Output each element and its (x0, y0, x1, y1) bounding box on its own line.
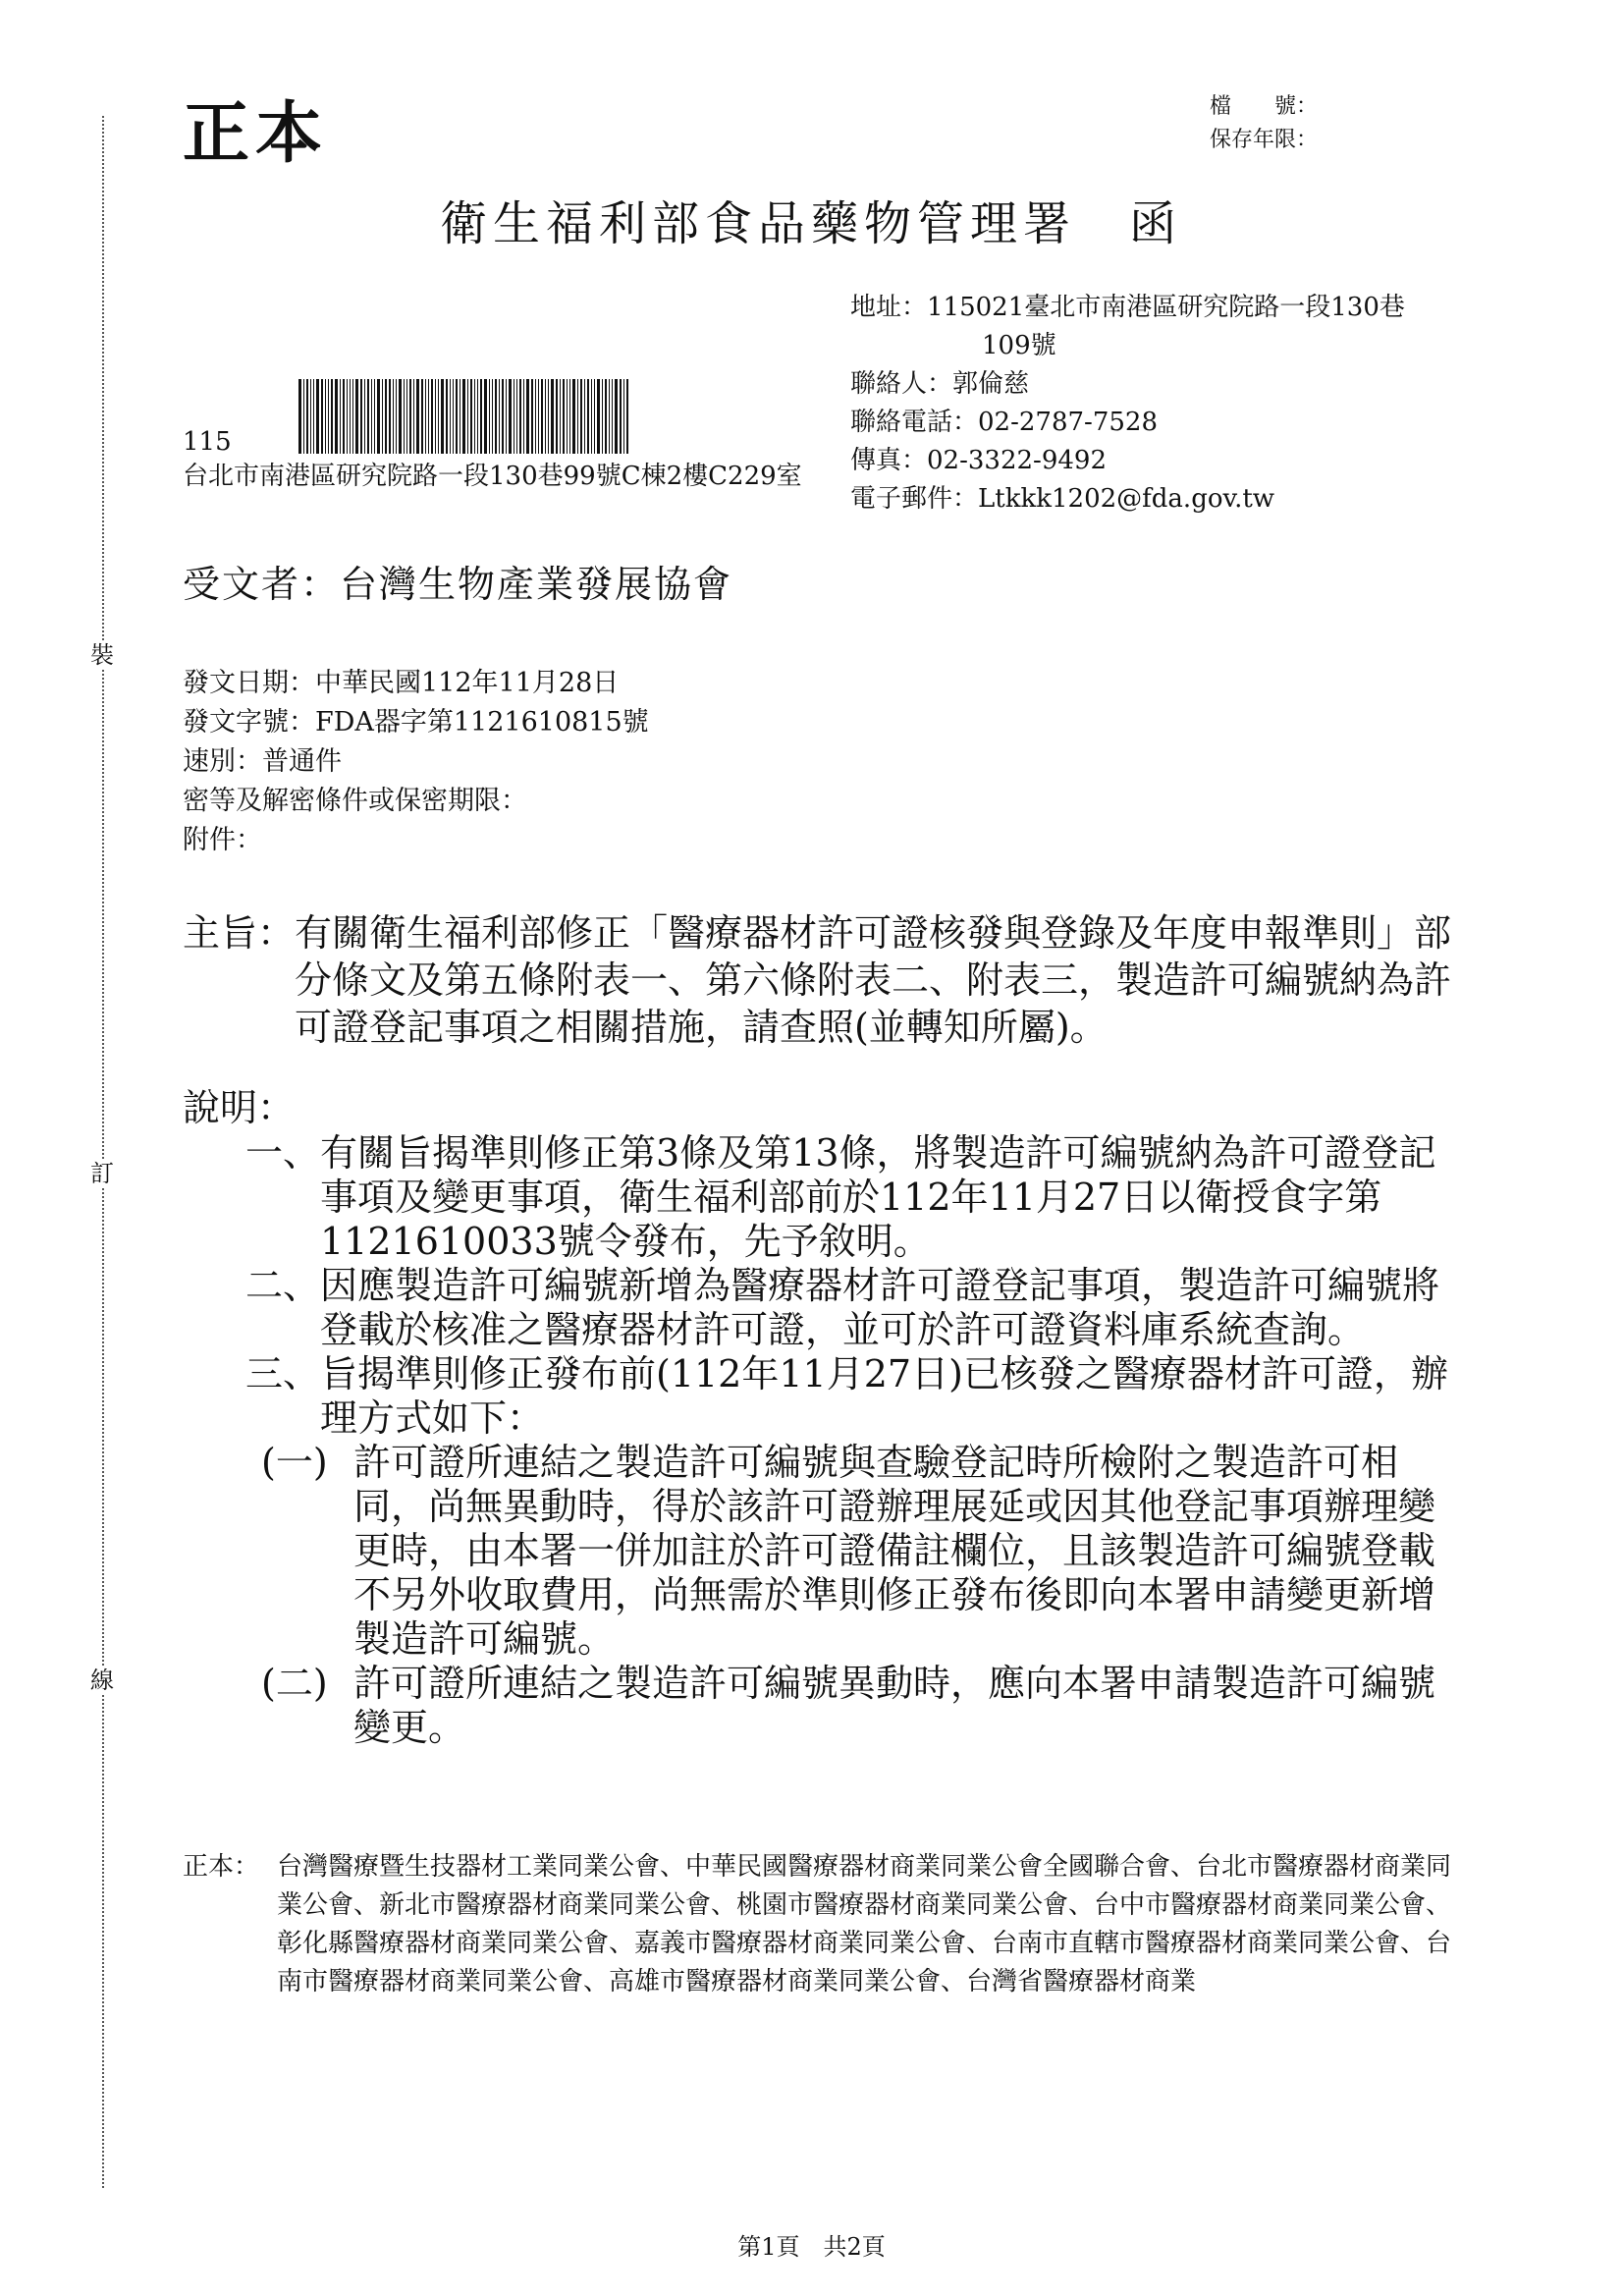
barcode-bar (470, 379, 472, 454)
barcode-bar (413, 379, 414, 454)
barcode-bar (623, 379, 624, 454)
barcode-bar (396, 379, 397, 454)
carbon-copy-section (183, 1848, 1459, 2001)
barcode-bar (480, 379, 482, 454)
mail-barcode (298, 379, 676, 454)
phone-row (850, 404, 1479, 442)
sender-info (850, 289, 1479, 519)
barcode-bar (385, 379, 387, 454)
subject-section (183, 909, 1459, 1051)
barcode-bar (615, 379, 618, 454)
barcode-bar (577, 379, 578, 454)
barcode-bar (377, 379, 380, 454)
barcode-bar (492, 379, 493, 454)
delivery-speed-label: 速別： (183, 746, 262, 777)
barcode-bar (526, 379, 529, 454)
barcode-bar (626, 379, 628, 454)
page-number-footer: 第1頁 共2頁 (737, 2233, 886, 2261)
barcode-bar (456, 379, 458, 454)
barcode-bar (597, 379, 600, 454)
barcode-bar (467, 379, 468, 454)
barcode-bar (551, 379, 554, 454)
barcode-bar (538, 379, 539, 454)
barcode-bar (584, 379, 585, 454)
barcode-bar (519, 379, 521, 454)
barcode-bar (602, 379, 603, 454)
binding-mark-line: 線 (90, 1667, 114, 1694)
barcode-bar (321, 379, 323, 454)
barcode-bar (441, 379, 444, 454)
item-number: 二、 (244, 1264, 320, 1307)
barcode-bar (560, 379, 561, 454)
barcode-bar (612, 379, 613, 454)
barcode-bar (541, 379, 543, 454)
barcode-bar (594, 379, 595, 454)
barcode-bar (506, 379, 507, 454)
barcode-bar (393, 379, 394, 454)
barcode-bar (355, 379, 358, 454)
barcode-bar (516, 379, 517, 454)
barcode-bar (569, 379, 570, 454)
barcode-bar (298, 379, 301, 454)
barcode-bar (406, 379, 407, 454)
attachment-row (183, 821, 649, 860)
barcode-bar (331, 379, 333, 454)
barcode-bar (306, 379, 308, 454)
barcode-bar (499, 379, 500, 454)
address-continuation: 109號 (982, 331, 1056, 360)
barcode-bar (548, 379, 549, 454)
cc-recipients: 台灣醫療暨生技器材工業同業公會、中華民國醫療器材商業同業公會全國聯合會、台北市醫療器材商業同業公會、新北市醫療器材商業同業公會、桃園市醫療器材商業同業公會、台中市醫療器材商業同業公會、彰化縣醫療器材商業同業公會、嘉義市醫療器材商業同業公會、台南市直轄市醫療器材商業同業公會、台南市醫療器材商業同業公會、高雄市醫療器材商業同業公會、台灣省醫療器材商業 (277, 1852, 1452, 1996)
barcode-bar (489, 379, 490, 454)
address-label: 地址： (850, 293, 928, 322)
delivery-speed: 普通件 (262, 746, 342, 777)
sub-item-number: (一) (261, 1441, 328, 1484)
barcode-bar (389, 379, 391, 454)
delivery-speed-row (183, 742, 649, 782)
email-label: 電子郵件： (850, 484, 979, 514)
binding-mark-bind: 裝 (90, 641, 114, 669)
barcode-bar (340, 379, 341, 454)
phone-label: 聯絡電話： (850, 408, 979, 437)
issue-date: 中華民國112年11月28日 (315, 668, 620, 698)
file-number-label: 檔 號： (1210, 94, 1319, 119)
barcode-bar (484, 379, 487, 454)
barcode-bar (502, 379, 504, 454)
recipient-name: 台灣生物產業發展協會 (340, 563, 733, 606)
barcode-bar (316, 379, 319, 454)
explanation-item (183, 1131, 1459, 1264)
recipient-line (183, 560, 732, 609)
secrecy-row (183, 782, 649, 821)
barcode-bar (325, 379, 326, 454)
barcode-bar (523, 379, 524, 454)
barcode-bar (347, 379, 348, 454)
binding-mark-staple: 訂 (90, 1160, 114, 1187)
issue-date-label: 發文日期： (183, 668, 315, 698)
barcode-bar (450, 379, 451, 454)
barcode-bar (620, 379, 622, 454)
secrecy-label: 密等及解密條件或保密期限： (183, 786, 527, 816)
barcode-bar (605, 379, 607, 454)
barcode-bar (421, 379, 423, 454)
address-value: 115021臺北市南港區研究院路一段130巷 (927, 293, 1405, 322)
subject-text: 有關衛生福利部修正「醫療器材許可證核發與登錄及年度申報準則」部分條文及第五條附表一、第六條附表二、附表三，製造許可編號納為許可證登記事項之相關措施，請查照(並轉知所屬)。 (295, 911, 1452, 1049)
item-text: 有關旨揭準則修正第3條及第13條，將製造許可編號納為許可證登記事項及變更事項，衛生福利部前於112年11月27日以衛授食字第1121610033號令發布，先予敘明。 (320, 1131, 1436, 1263)
barcode-bar (367, 379, 369, 454)
retention-period-label: 保存年限： (1210, 128, 1319, 152)
barcode-bar (428, 379, 429, 454)
barcode-bar (416, 379, 419, 454)
fax-label: 傳真： (850, 446, 928, 475)
issue-date-row (183, 664, 649, 703)
document-number-row (183, 703, 649, 742)
barcode-bar (509, 379, 512, 454)
contact-value: 郭倫慈 (952, 369, 1030, 399)
item-number: 一、 (244, 1131, 320, 1175)
sender-address-row (850, 289, 1479, 327)
cc-label: 正本： (183, 1852, 260, 1882)
item-text: 因應製造許可編號新增為醫療器材許可證登記事項，製造許可編號將登載於核准之醫療器材許可證，並可於許可證資料庫系統查詢。 (320, 1264, 1440, 1351)
email-row (850, 480, 1479, 519)
barcode-bar (382, 379, 383, 454)
recipient-address: 台北市南港區研究院路一段130巷99號C棟2樓C229室 (183, 462, 802, 491)
phone-value: 02-2787-7528 (978, 408, 1159, 437)
barcode-bar (404, 379, 405, 454)
archive-info (1210, 90, 1318, 157)
barcode-bar (535, 379, 536, 454)
barcode-bar (335, 379, 338, 454)
barcode-bar (477, 379, 478, 454)
barcode-bar (313, 379, 314, 454)
fax-value: 02-3322-9492 (927, 446, 1108, 475)
barcode-bar (446, 379, 448, 454)
barcode-bar (352, 379, 353, 454)
barcode-bar (556, 379, 558, 454)
barcode-bar (572, 379, 575, 454)
agency-title: 衛生福利部食品藥物管理署 函 (440, 196, 1183, 251)
barcode-bar (425, 379, 426, 454)
barcode-bar (563, 379, 565, 454)
fax-row (850, 442, 1479, 480)
barcode-bar (609, 379, 610, 454)
document-number: FDA器字第1121610815號 (315, 707, 649, 738)
document-number-label: 發文字號： (183, 707, 315, 738)
barcode-bar (435, 379, 436, 454)
barcode-bar (343, 379, 345, 454)
barcode-bar (474, 379, 475, 454)
barcode-bar (545, 379, 546, 454)
original-copy-stamp: 正本 (183, 94, 329, 173)
item-text: 旨揭準則修正發布前(112年11月27日)已核發之醫療器材許可證，辦理方式如下： (320, 1352, 1448, 1440)
barcode-bar (567, 379, 568, 454)
recipient-postal-code: 115 (183, 427, 232, 457)
contact-row (850, 365, 1479, 404)
email-value: Ltkkk1202@fda.gov.tw (978, 484, 1275, 514)
explanation-sub-item (183, 1662, 1459, 1750)
sub-item-text: 許可證所連結之製造許可編號異動時，應向本署申請製造許可編號變更。 (353, 1662, 1436, 1749)
barcode-bar (462, 379, 465, 454)
barcode-bar (531, 379, 533, 454)
item-number: 三、 (244, 1352, 320, 1395)
barcode-bar (350, 379, 351, 454)
barcode-bar (364, 379, 365, 454)
barcode-bar (580, 379, 582, 454)
explanation-sub-item (183, 1441, 1459, 1662)
barcode-bar (328, 379, 329, 454)
barcode-bar (399, 379, 402, 454)
barcode-bar (431, 379, 433, 454)
barcode-bar (310, 379, 311, 454)
explanation-label: 說明： (183, 1086, 296, 1129)
recipient-label: 受文者： (183, 563, 341, 606)
binding-line (102, 116, 104, 2188)
attachment-label: 附件： (183, 825, 262, 855)
barcode-bar (587, 379, 589, 454)
barcode-bar (495, 379, 497, 454)
sub-item-number: (二) (261, 1662, 328, 1705)
barcode-bar (303, 379, 304, 454)
sub-item-text: 許可證所連結之製造許可編號與查驗登記時所檢附之製造許可相同，尚無異動時，得於該許可證辦理展延或因其他登記事項辦理變更時，由本署一併加註於許可證備註欄位，且該製造許可編號登載不另外收取費用，尚無需於準則修正發布後即向本署申請變更新增製造許可編號。 (353, 1441, 1436, 1661)
barcode-bar (453, 379, 454, 454)
document-meta (183, 664, 649, 860)
subject-label: 主旨： (183, 911, 296, 955)
barcode-bar (360, 379, 362, 454)
explanation-items (183, 1131, 1459, 1750)
barcode-bar (409, 379, 411, 454)
contact-label: 聯絡人： (850, 369, 953, 399)
explanation-item (183, 1352, 1459, 1441)
barcode-bar (591, 379, 592, 454)
explanation-item (183, 1264, 1459, 1352)
barcode-bar (438, 379, 439, 454)
barcode-bar (374, 379, 375, 454)
barcode-bar (371, 379, 372, 454)
